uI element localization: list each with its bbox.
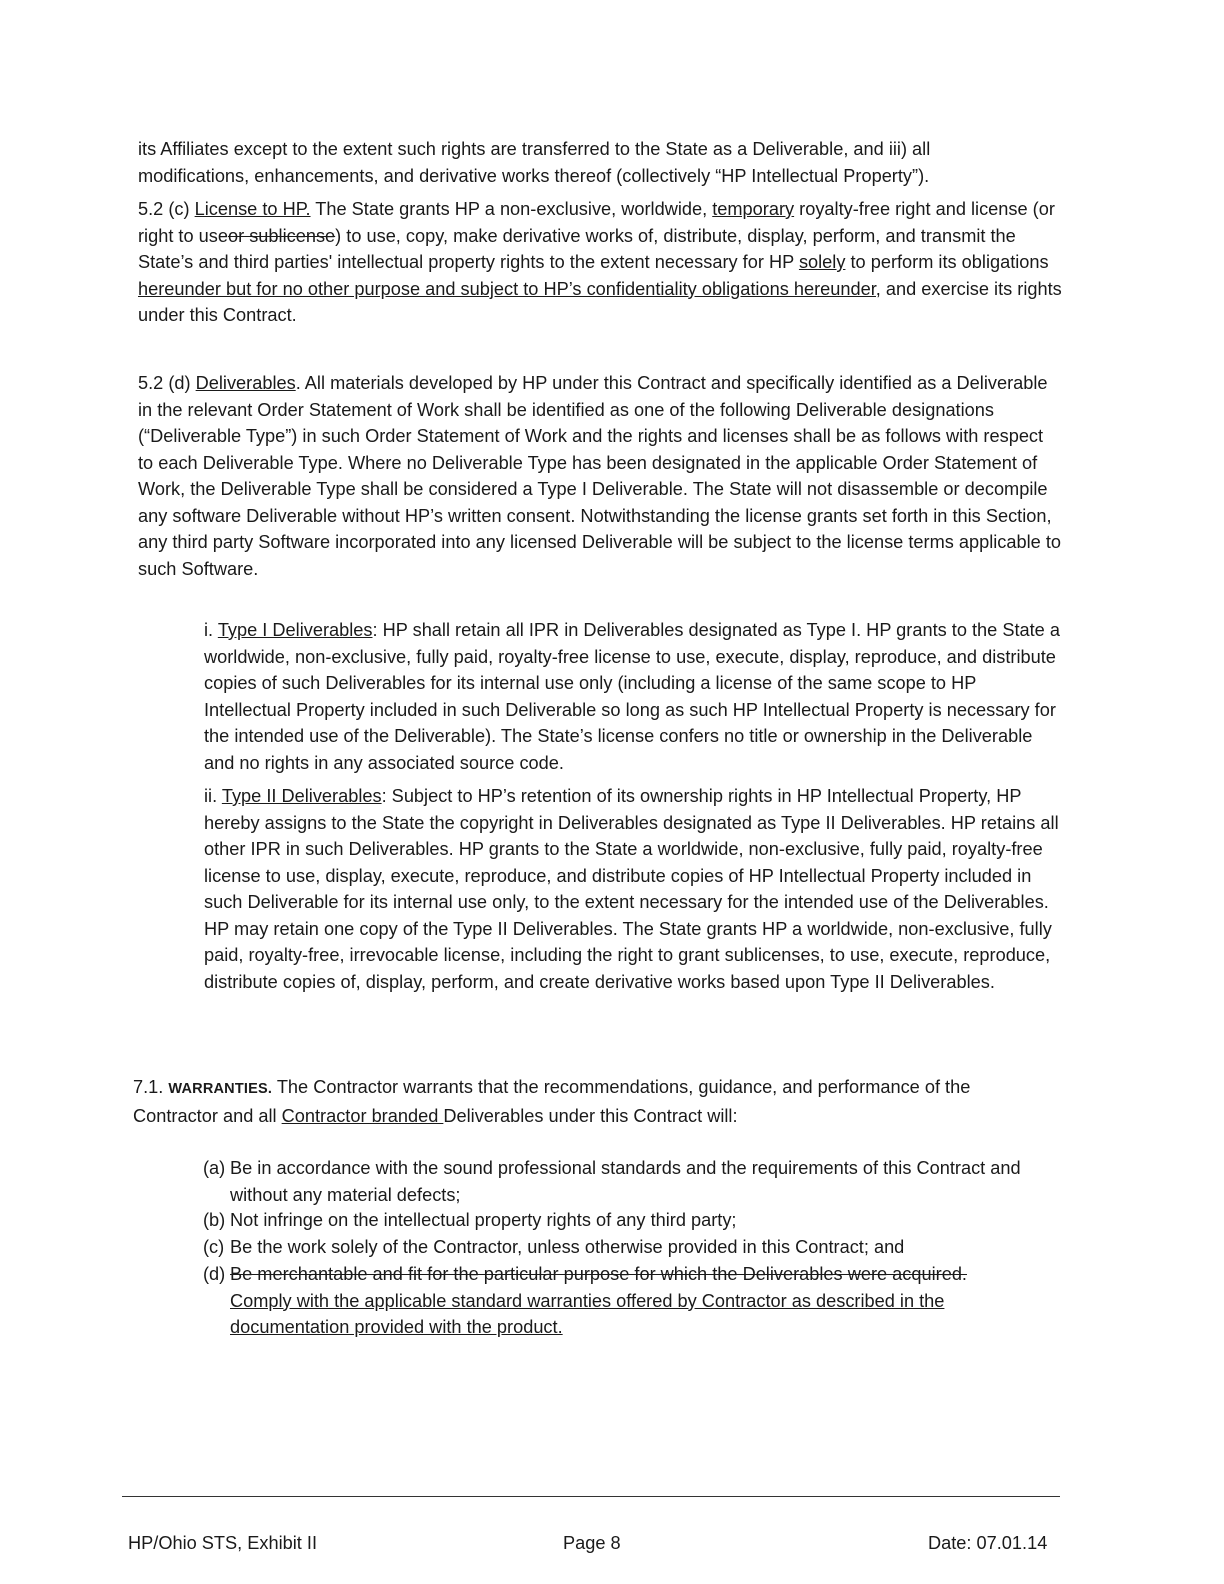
subsection-type-ii-deliverables: ii. Type II Deliverables: Subject to HP’s retention of its ownership rights in HP Intellectual Property, HP hereby assigns to the State the copyright in Deliverables designated as Type II Deliverables. HP retains all other IPR in such Deliverables. HP grants to the State a worldwide, non-exclusive, fully paid, royalty-free license to use, display, execute, reproduce, and distribute copies of HP Intellectual Property included in such Deliverable for its internal use only, to the extent necessary for the intended use of the Deliverables. HP may retain one copy of the Type II Deliverables. The State grants HP a worldwide, non-exclusive, fully paid, royalty-free, irrevocable license, including the right to grant sublicenses, to use, execute, reproduce, distribute copies of, display, perform, and create derivative works based upon Type II Deliverables. bbox=[204, 786, 1059, 992]
subsection-heading: Type II Deliverables bbox=[221, 786, 382, 806]
warranty-list-item-a bbox=[203, 1155, 1023, 1208]
warranty-list-item-d bbox=[203, 1261, 1053, 1341]
list-label: (d) bbox=[203, 1264, 226, 1284]
list-text: Not infringe on the intellectual property rights of any third party; bbox=[230, 1210, 737, 1230]
inserted-text: Comply with the applicable standard warranties offered by Contractor as described in the documentation provided with the product. bbox=[230, 1290, 945, 1337]
section-number: 5.2 (d) bbox=[138, 373, 196, 393]
subsection-number: i. bbox=[204, 620, 218, 640]
section-heading: WARRANTIES. bbox=[168, 1081, 273, 1097]
list-label: (b) bbox=[203, 1210, 226, 1230]
footer-date: Date: 07.01.14 bbox=[928, 1533, 1048, 1553]
inserted-text: hereunder but for no other purpose and subject to HP’s confidentiality obligations hereunder, bbox=[138, 278, 881, 299]
inserted-text: solely bbox=[798, 252, 846, 272]
section-5-2-c-license-to-hp: 5.2 (c) License to HP. The State grants HP a non-exclusive, worldwide, temporary royalty-free right and license (or right to useor sublicense) to use, copy, make derivative works of, distribute, display, perform, and transmit the State’s and third parties' intellectual property rights to the extent necessary for HP solely to perform its obligations hereunder but for no other purpose and subject to HP’s confidentiality obligations hereunder, and exercise its rights under this Contract. bbox=[138, 199, 1062, 325]
section-number: 7.1. bbox=[133, 1077, 169, 1097]
inserted-text: temporary bbox=[712, 199, 795, 219]
warranty-list-item-c bbox=[203, 1234, 1023, 1261]
list-label: (a) bbox=[203, 1158, 226, 1178]
deleted-text: Be merchantable and fit for the particular purpose for which the Deliverables were acquired. bbox=[230, 1264, 967, 1284]
section-heading: License to HP. bbox=[194, 199, 311, 219]
section-5-2-d-deliverables: 5.2 (d) Deliverables. All materials developed by HP under this Contract and specifically identified as a Deliverable in the relevant Order Statement of Work shall be identified as one of the following Deliverable designations (“Deliverable Type”) in such Order Statement of Work and the rights and licenses shall be as follows with respect to each Deliverable Type. Where no Deliverable Type has been designated in the applicable Order Statement of Work, the Deliverable Type shall be considered a Type I Deliverable. The State will not disassemble or decompile any software Deliverable without HP’s written consent. Notwithstanding the license grants set forth in this Section, any third party Software incorporated into any licensed Deliverable will be subject to the license terms applicable to such Software. bbox=[138, 373, 1061, 579]
inserted-text: Contractor branded bbox=[281, 1105, 444, 1126]
paragraph-hp-intellectual-property: its Affiliates except to the extent such rights are transferred to the State as a Deliverable, and iii) all modifications, enhancements, and derivative works thereof (collectively “HP Intellectual Property”). bbox=[138, 139, 931, 186]
footer-page-number: Page 8 bbox=[563, 1533, 621, 1553]
list-text: Be the work solely of the Contractor, unless otherwise provided in this Contract; and bbox=[230, 1237, 905, 1257]
warranty-list-item-b bbox=[203, 1207, 1023, 1234]
section-7-1-warranties: 7.1. WARRANTIES. The Contractor warrants that the recommendations, guidance, and performance of the Contractor and all Contractor branded Deliverables under this Contract will: bbox=[133, 1077, 971, 1126]
footer-divider bbox=[122, 1496, 1060, 1497]
subsection-type-i-deliverables: i. Type I Deliverables: HP shall retain all IPR in Deliverables designated as Type I. HP grants to the State a worldwide, non-exclusive, fully paid, royalty-free license to use, execute, display, reproduce, and distribute copies of such Deliverables for its internal use only (including a license of the same scope to HP Intellectual Property included in such Deliverable so long as such HP Intellectual Property is necessary for the intended use of the Deliverable). The State’s license confers no title or ownership in the Deliverable and no rights in any associated source code. bbox=[204, 620, 1060, 773]
subsection-heading: Type I Deliverables bbox=[217, 620, 373, 640]
section-heading: Deliverables bbox=[195, 373, 296, 393]
deleted-text: or sublicense bbox=[227, 225, 336, 246]
subsection-number: ii. bbox=[204, 786, 222, 806]
section-number: 5.2 (c) bbox=[138, 199, 195, 219]
footer-document-title: HP/Ohio STS, Exhibit II bbox=[128, 1533, 318, 1553]
list-text: Be in accordance with the sound professional standards and the requirements of this Contract and without any material defects; bbox=[230, 1158, 1021, 1205]
list-label: (c) bbox=[203, 1237, 225, 1257]
